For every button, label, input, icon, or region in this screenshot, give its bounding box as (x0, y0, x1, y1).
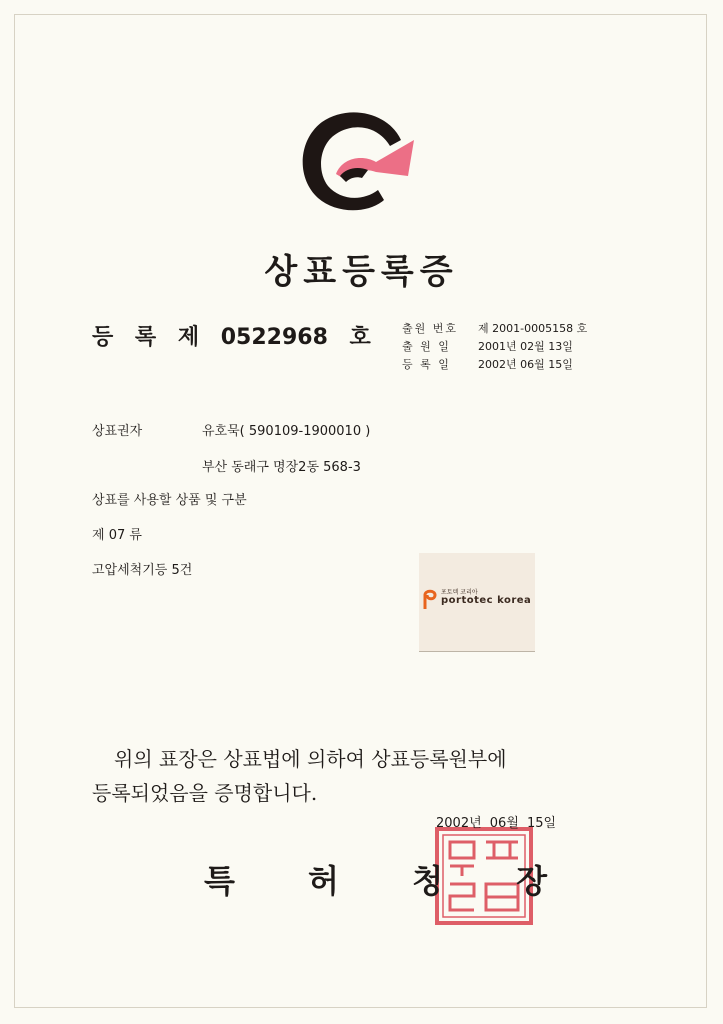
goods-detail: 고압세척기등 5건 (92, 563, 193, 578)
info-row-application-number (402, 320, 587, 338)
owner-address: 부산 동래구 명장2동 568-3 (202, 460, 361, 475)
government-emblem (296, 106, 426, 216)
info-row-registration-date (402, 356, 587, 374)
goods-label: 상표를 사용할 상품 및 구분 (92, 493, 247, 508)
application-info (402, 320, 587, 374)
info-value: 제 2001-0005158 호 (478, 322, 588, 335)
owner-label: 상표권자 (92, 424, 143, 439)
class-line: 제 07 류 (92, 528, 142, 543)
trademark-korean: 포토텍 코리아 (441, 589, 478, 596)
statement-line-1: 위의 표장은 상표법에 의하여 상표등록원부에 (114, 747, 507, 771)
trademark-english: portotec korea (441, 595, 532, 606)
trademark-image (419, 553, 535, 652)
portotec-logo-icon (423, 587, 437, 609)
info-value: 2002년 06월 15일 (478, 358, 573, 371)
registration-number: 등 록 제 0522968 호 (92, 325, 371, 350)
owner-name: 유호묵( 590109-1900010 ) (202, 424, 371, 439)
issue-date: 2002년 06월 15일 (436, 816, 557, 831)
info-label: 등 록 일 (402, 358, 451, 371)
statement-line-2: 등록되었음을 증명합니다. (92, 781, 318, 805)
info-value: 2001년 02월 13일 (478, 340, 573, 353)
issuing-office: 특 허 청 장 (204, 862, 548, 900)
certificate-title: 상표등록증 (264, 252, 459, 292)
certification-statement (92, 742, 507, 810)
info-row-application-date (402, 338, 587, 356)
info-label: 출원 번호 (402, 322, 459, 335)
info-label: 출 원 일 (402, 340, 451, 353)
